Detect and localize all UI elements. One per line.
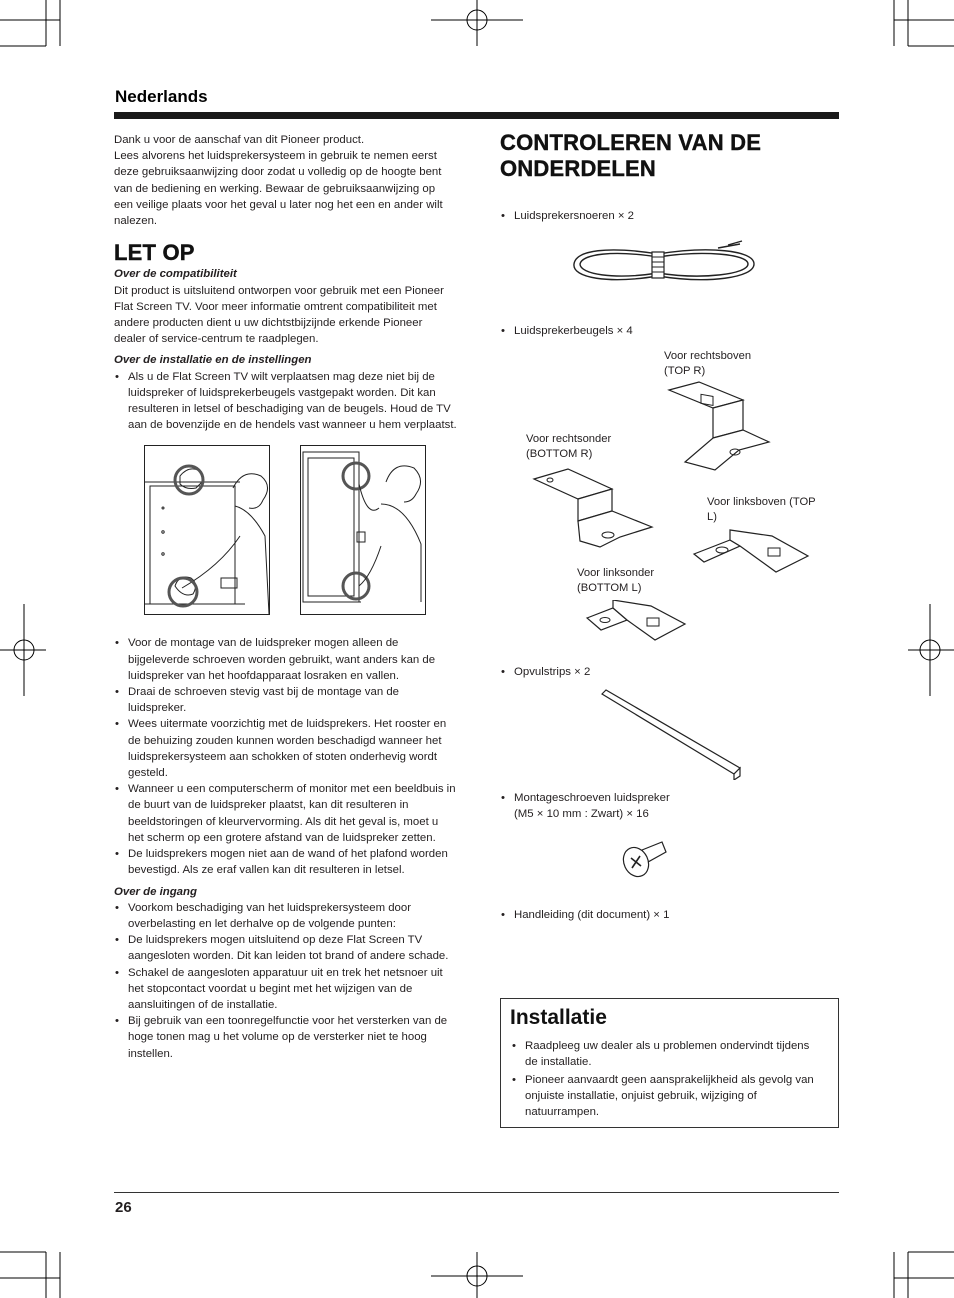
intro-line-1: Dank u voor de aanschaf van dit Pioneer product. [114,134,365,146]
bracket-top-l [690,526,815,576]
list-item: • Raadpleeg uw dealer als u problemen ondervindt tijdens de installatie. [511,1038,823,1070]
list-item: • Schakel de aangesloten apparatuur uit en trek het netsnoer uit het stopcontact voordat u begint met het wijzigen van de aansluitingen of de installatie. [114,965,457,1014]
parts-item-screws [500,790,800,822]
parts-item-brackets [500,323,800,339]
footer-rule [114,1192,839,1193]
intro-line-2: Lees alvorens het luidsprekersysteem in gebruik te nemen eerst deze gebruiksaanwijzing door zodat u volledig op de hoogte bent van de bediening en werking. Bewaar de gebruiksaanwijzing op een veilige plaats voor het geval u later nog het een en ander wilt nalezen. [114,150,443,228]
label-bottom-l: Voor linksonder (BOTTOM L) [577,567,655,594]
screws-spec: (M5 × 10 mm : Zwart) × 16 [514,808,649,820]
list-item: • Voor de montage van de luidspreker mogen alleen de bijgeleverde schroeven worden gebruikt, want anders kan de luidspreker van het hoofdapparaat losraken en vallen. [114,635,457,684]
list-item: • Luidsprekersnoeren × 2 [500,208,800,224]
input-list [114,900,457,1062]
list-item: • De luidsprekers mogen niet aan de wand of het plafond worden bevestigd. Als ze eraf vallen kan dit resulteren in letsel. [114,846,457,878]
tv-carry-illustration-2 [300,445,426,615]
list-item: • Handleiding (dit document) × 1 [500,907,800,923]
install-list-1 [114,369,457,434]
list-item: • Draai de schroeven stevig vast bij de montage van de luidspreker. [114,684,457,716]
installatie-box [500,998,839,1128]
list-item: • Wanneer u een computerscherm of monitor met een beeldbuis in de buurt van de luidspreker plaatst, kan dit resulteren in beeldstoringen of kleurvervorming. Als dit het geval is, moet u het scherm op een grotere afstand van de luidspreker zetten. [114,781,457,846]
bracket-bottom-l [585,600,690,650]
list-item [500,790,800,822]
tv-handling-figures [114,445,457,617]
speaker-cord-illustration [568,240,763,290]
install-heading: Over de installatie en de instellingen [114,354,312,367]
list-item: • Luidsprekerbeugels × 4 [500,323,800,339]
list-item: • Wees uitermate voorzichtig met de luidsprekers. Het rooster en de behuizing zouden kunnen worden beschadigd wanneer het luidsprekersysteem aan schokken of stoten onderhevig wordt gesteld. [114,716,457,781]
parts-item-cords [500,208,800,224]
parts-item-manual [500,907,800,923]
screw-icon [620,838,670,883]
language-heading: Nederlands [115,87,208,106]
install-list-2 [114,635,457,878]
parts-item-strips [500,664,800,680]
installatie-list [511,1038,823,1120]
list-item: • Pioneer aanvaardt geen aansprakelijkheid als gevolg van onjuiste installatie, onjuist gebruik, wijziging of natuurrampen. [511,1072,823,1120]
list-item: • Voorkom beschadiging van het luidsprekersysteem door overbelasting en let derhalve op de volgende punten: [114,900,457,932]
compat-heading: Over de compatibiliteit [114,268,237,281]
label-top-l: Voor linksboven (TOP L) [707,496,816,523]
bracket-top-r [665,380,775,475]
compat-text: Dit product is uitsluitend ontworpen voor gebruik met een Pioneer Flat Screen TV. Voor meer informatie omtrent compatibiliteit met andere producten dient u uw dichtstbijzijnde erkende Pioneer dealer of service-centrum te raadplegen. [114,284,444,346]
screws-label: Montageschroeven luidspreker [514,792,670,804]
bracket-bottom-r [534,469,652,547]
label-bottom-r: Voor rechtsonder (BOTTOM R) [526,433,612,460]
letop-title: LET OP [114,240,195,266]
list-item: • Opvulstrips × 2 [500,664,800,680]
parts-title: CONTROLEREN VAN DE ONDERDELEN [500,130,762,181]
list-item: • De luidsprekers mogen uitsluitend op deze Flat Screen TV aangesloten worden. Dit kan leiden tot brand of andere schade. [114,932,457,964]
list-item: • Als u de Flat Screen TV wilt verplaatsen mag deze niet bij de luidspreker of luidsprekerbeugels vastgepakt worden. Dit kan resulteren in letsel of beschadiging van de beugels. Houd de TV aan de bovenzijde en de hendels vast wanneer u hem verplaatst. [114,369,457,434]
list-item: • Bij gebruik van een toonregelfunctie voor het versterken van de hoge tonen mag u het volume op de versterker niet te hoog instellen. [114,1013,457,1062]
installatie-title: Installatie [510,1006,607,1029]
tv-carry-illustration-1 [144,445,270,615]
header-rule [114,112,839,119]
left-column [114,132,457,1062]
label-top-r: Voor rechtsboven (TOP R) [664,350,752,377]
page-number: 26 [115,1199,132,1216]
padding-strip-illustration [598,688,743,780]
input-heading: Over de ingang [114,885,197,898]
